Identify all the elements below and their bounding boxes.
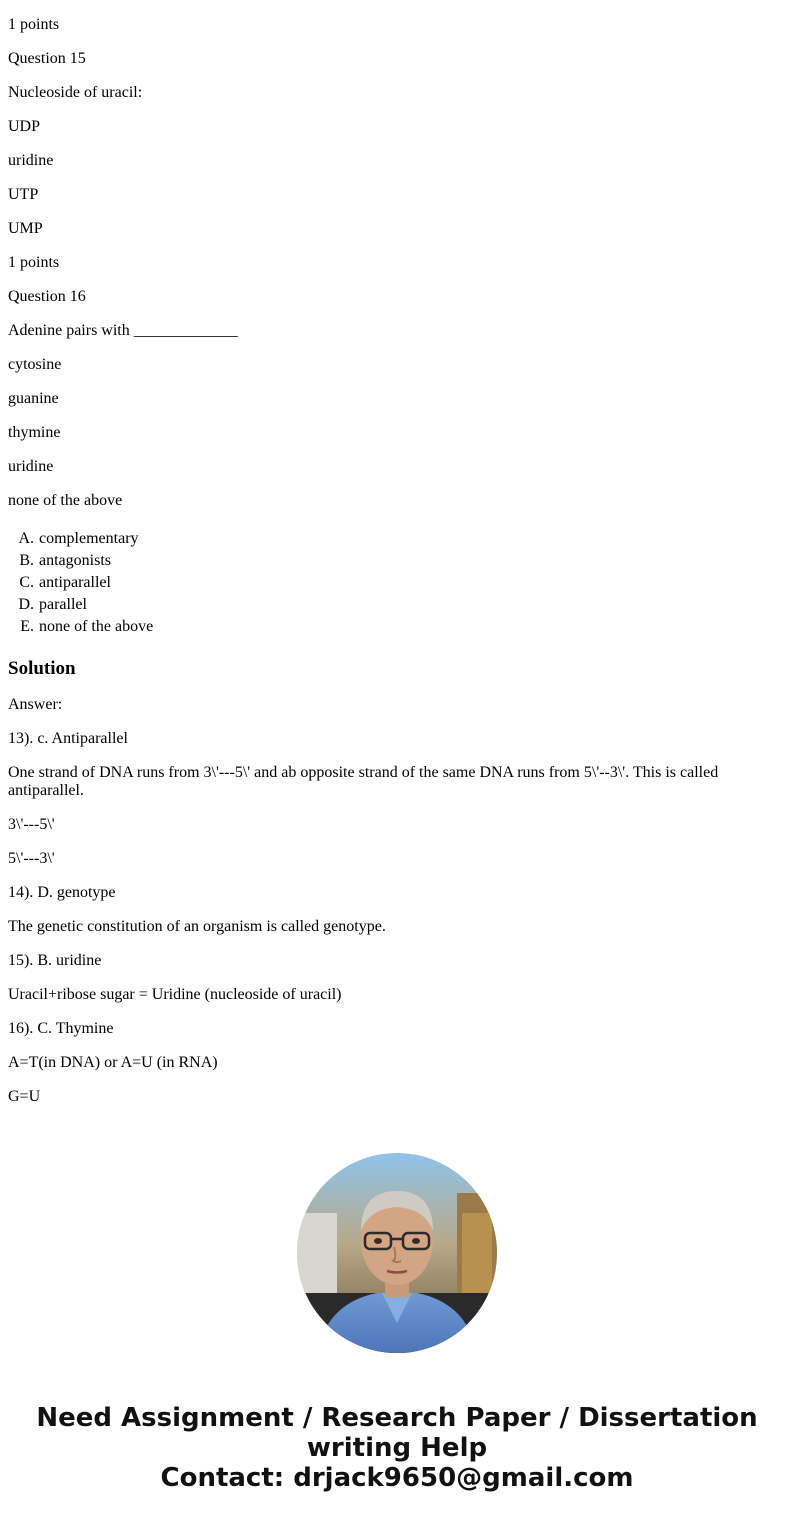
choice-letter: C. [19,574,34,591]
option-text: thymine [8,424,61,441]
footer-line-1: Need Assignment / Research Paper / Dissertation [36,1403,758,1433]
choice-text: parallel [39,596,87,613]
question-text: Adenine pairs with _____________ [8,322,238,339]
choice-text: antagonists [39,552,111,569]
answer-label: Answer: [8,696,63,713]
footer-line-2: writing Help [306,1433,488,1463]
option-text: UMP [8,220,43,237]
avatar [297,1153,497,1353]
option-text: uridine [8,458,54,475]
choice-letter: A. [18,530,34,547]
list-item [8,616,786,638]
choice-letter: D. [18,596,34,613]
answer-15: 15). B. uridine [8,952,102,969]
option-text: cytosine [8,356,62,373]
choice-text: none of the above [39,618,154,635]
answer-15-explanation: Uracil+ribose sugar = Uridine (nucleoside of uracil) [8,986,342,1003]
option-text: none of the above [8,492,123,509]
footer-contact: Contact: drjack9650@gmail.com [160,1463,634,1493]
document-body [8,0,786,1106]
choice-letter: B. [19,552,34,569]
question-number: Question 15 [8,50,86,67]
choice-text: complementary [39,530,139,547]
solution-heading: Solution [8,658,76,679]
portrait-photo-icon [297,1153,497,1353]
footer-promo [0,1403,794,1493]
answer-13-strand-1: 3\'---5\' [8,816,55,833]
list-item [8,550,786,572]
option-text: guanine [8,390,59,407]
choice-letter: E. [20,618,34,635]
answer-13-explanation: One strand of DNA runs from 3\'---5\' and ab opposite strand of the same DNA runs from 5\'--3\'. This is called antiparallel. [8,764,719,799]
list-item [8,572,786,594]
option-text: uridine [8,152,54,169]
choice-list [8,528,786,638]
list-item [8,528,786,550]
points-label: 1 points [8,254,60,271]
answer-16: 16). C. Thymine [8,1020,114,1037]
question-text: Nucleoside of uracil: [8,84,143,101]
answer-16-explanation-2: G=U [8,1088,41,1105]
option-text: UDP [8,118,41,135]
option-text: UTP [8,186,39,203]
choice-text: antiparallel [39,574,111,591]
answer-13-strand-2: 5\'---3\' [8,850,55,867]
answer-14: 14). D. genotype [8,884,116,901]
answer-16-explanation: A=T(in DNA) or A=U (in RNA) [8,1054,218,1071]
points-label: 1 points [8,16,60,33]
question-number: Question 16 [8,288,86,305]
answer-13: 13). c. Antiparallel [8,730,128,747]
list-item [8,594,786,616]
answer-14-explanation: The genetic constitution of an organism is called genotype. [8,918,386,935]
